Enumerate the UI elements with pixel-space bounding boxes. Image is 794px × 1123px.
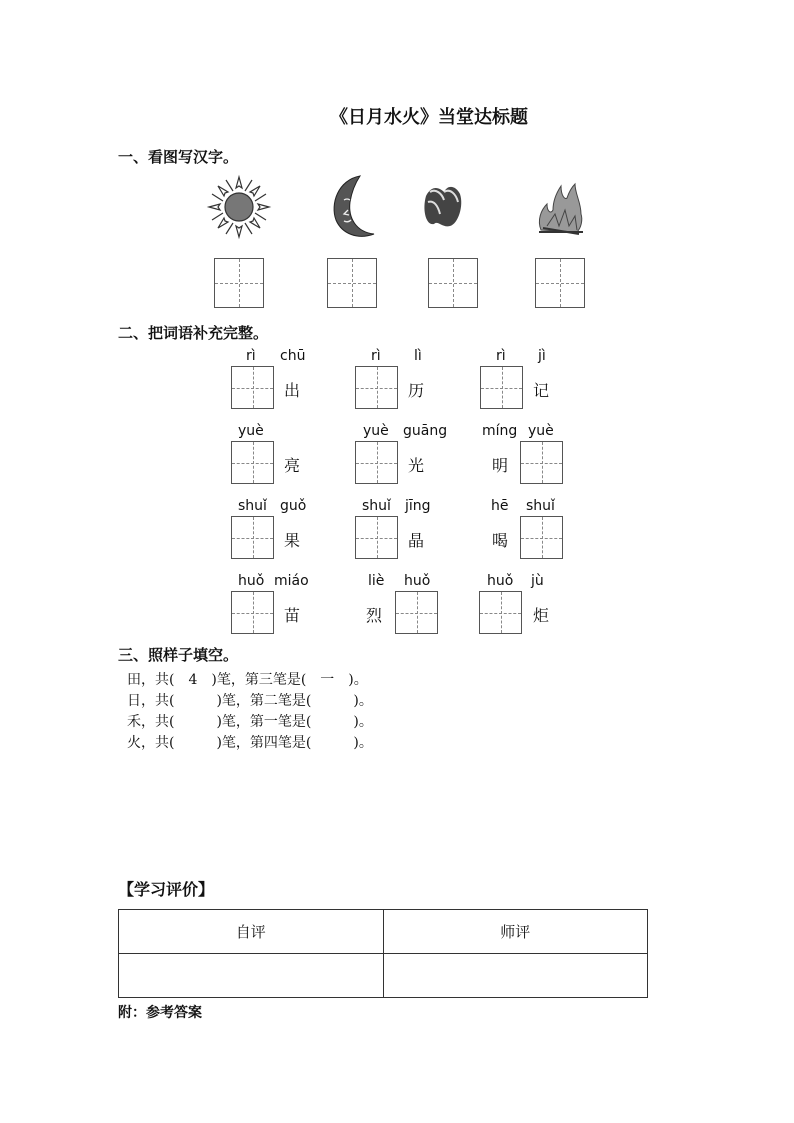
pinyin: rì (246, 348, 256, 364)
given-character: 炬 (533, 606, 550, 625)
pinyin: yuè (528, 423, 554, 439)
answer-box[interactable] (355, 366, 398, 409)
answer-box[interactable] (480, 366, 523, 409)
given-character: 出 (284, 381, 301, 400)
given-character: 喝 (492, 531, 509, 550)
pinyin: rì (496, 348, 506, 364)
teacher-eval-cell[interactable] (383, 954, 648, 998)
fill-line[interactable]: 田，共( 4 )笔，第三笔是( 一 )。 (127, 672, 368, 688)
water-icon (422, 180, 464, 230)
fire-icon (535, 180, 587, 236)
evaluation-table (118, 909, 648, 998)
pinyin: yuè (238, 423, 264, 439)
pinyin: yuè (363, 423, 389, 439)
sun-icon (206, 174, 272, 240)
answer-box[interactable] (520, 441, 563, 484)
answer-box[interactable] (231, 441, 274, 484)
pinyin: shuǐ (362, 498, 391, 514)
given-character: 明 (492, 456, 509, 475)
pinyin: jì (538, 348, 546, 364)
pinyin: huǒ (487, 573, 514, 589)
given-character: 光 (408, 456, 425, 475)
pinyin: huǒ (404, 573, 431, 589)
fill-line[interactable]: 禾，共( )笔，第一笔是( )。 (127, 714, 373, 730)
given-character: 烈 (366, 606, 383, 625)
answer-box[interactable] (231, 516, 274, 559)
section1-heading: 一、看图写汉字。 (118, 148, 239, 166)
pinyin: liè (368, 573, 385, 589)
answer-box[interactable] (395, 591, 438, 634)
given-character: 果 (284, 531, 301, 550)
evaluation-heading: 【学习评价】 (118, 880, 215, 899)
writing-box-fire[interactable] (535, 258, 585, 308)
section2-heading: 二、把词语补充完整。 (118, 324, 269, 342)
page-title: 《日月水火》当堂达标题 (330, 107, 528, 128)
pinyin: rì (371, 348, 381, 364)
pinyin: míng (482, 423, 518, 439)
given-character: 亮 (284, 456, 301, 475)
answer-key-link: 附：参考答案 (118, 1005, 202, 1021)
answer-box[interactable] (231, 591, 274, 634)
writing-box-moon[interactable] (327, 258, 377, 308)
fill-line[interactable]: 日，共( )笔，第二笔是( )。 (127, 693, 373, 709)
given-character: 苗 (284, 606, 301, 625)
given-character: 记 (533, 381, 550, 400)
fill-line[interactable]: 火，共( )笔，第四笔是( )。 (127, 735, 373, 751)
answer-box[interactable] (355, 516, 398, 559)
answer-box[interactable] (520, 516, 563, 559)
pinyin: jù (531, 573, 544, 589)
pinyin: guāng (403, 423, 448, 439)
pinyin: lì (414, 348, 422, 364)
given-character: 历 (408, 381, 425, 400)
self-eval-cell[interactable] (119, 954, 384, 998)
teacher-eval-header: 师评 (383, 910, 648, 954)
writing-box-water[interactable] (428, 258, 478, 308)
section3-heading: 三、照样子填空。 (118, 646, 239, 664)
writing-box-sun[interactable] (214, 258, 264, 308)
pinyin: chū (280, 348, 306, 364)
moon-icon (330, 174, 376, 240)
self-eval-header: 自评 (119, 910, 384, 954)
answer-box[interactable] (355, 441, 398, 484)
answer-box[interactable] (479, 591, 522, 634)
given-character: 晶 (408, 531, 425, 550)
pinyin: jīng (405, 498, 431, 514)
pinyin: shuǐ (526, 498, 555, 514)
pinyin: miáo (274, 573, 309, 589)
pinyin: huǒ (238, 573, 265, 589)
pinyin: hē (491, 498, 509, 514)
pinyin: shuǐ (238, 498, 267, 514)
pinyin: guǒ (280, 498, 307, 514)
answer-box[interactable] (231, 366, 274, 409)
